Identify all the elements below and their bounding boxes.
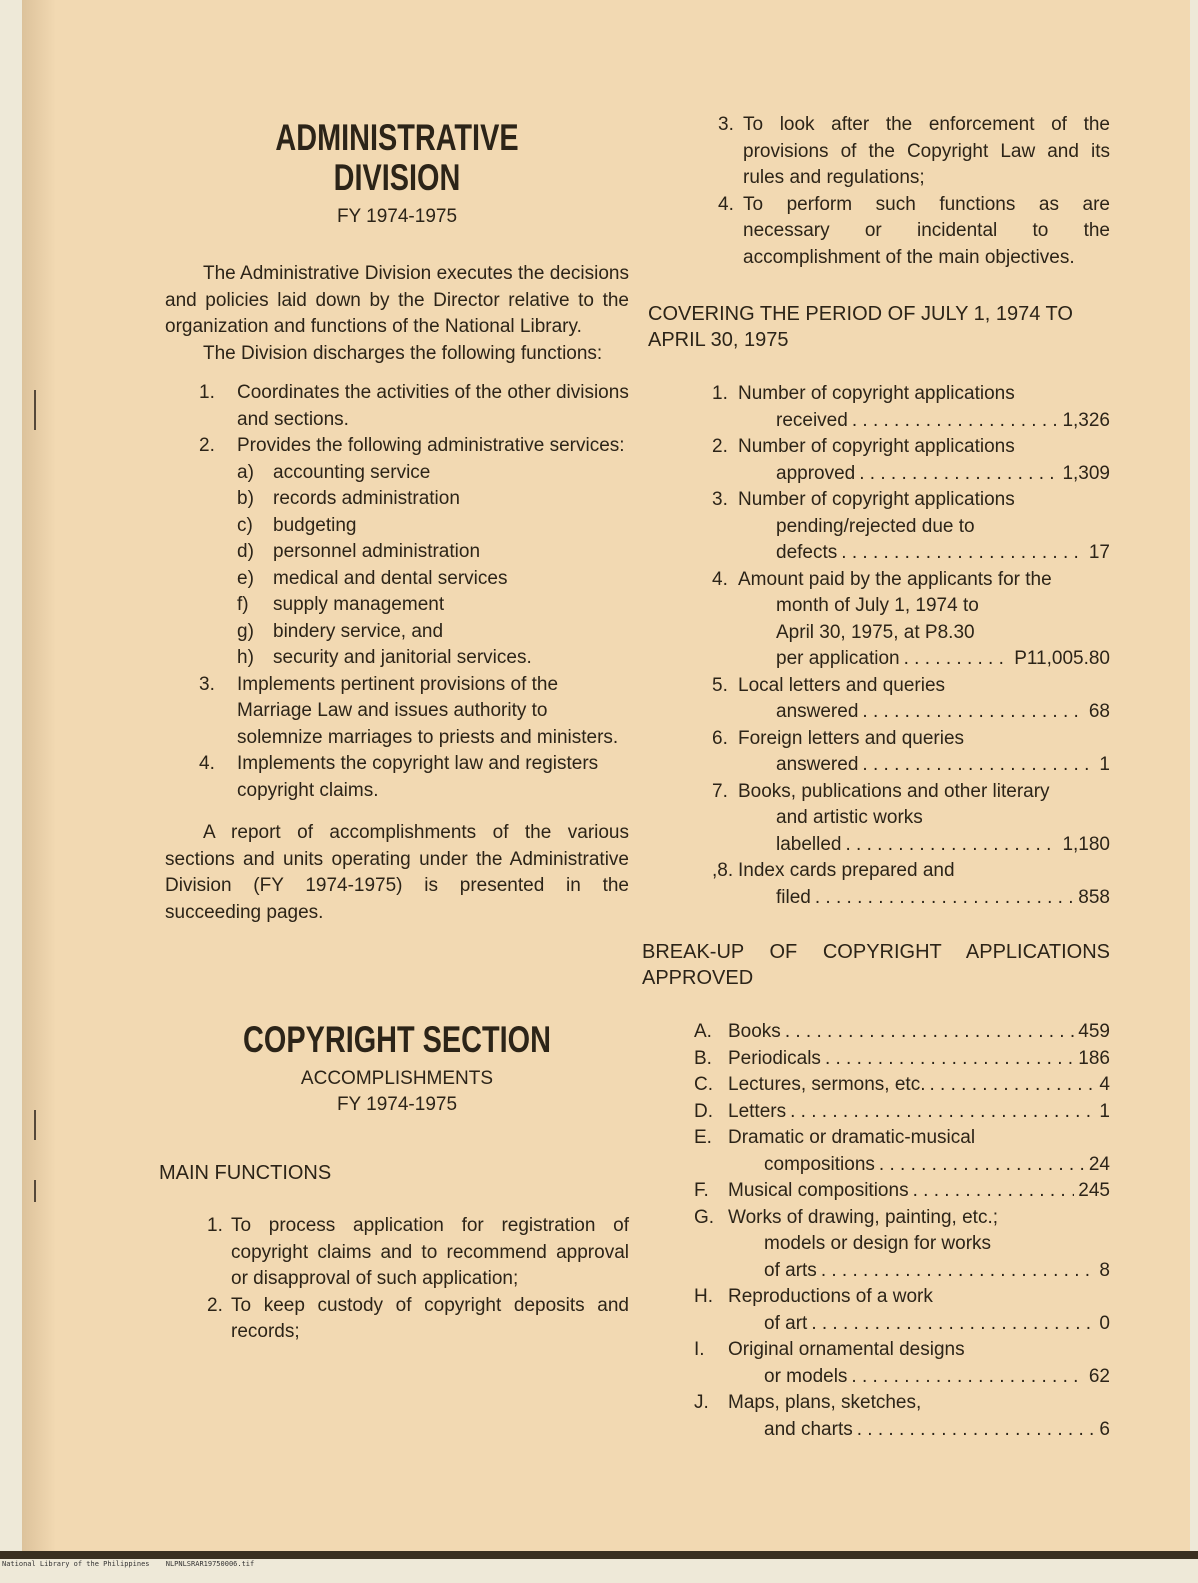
leader-dots	[841, 540, 1085, 567]
service-item	[165, 566, 629, 593]
item-letter: f)	[237, 594, 249, 615]
item-leader-line	[738, 885, 1110, 912]
copyright-section-title: COPYRIGHT SECTION	[243, 1019, 551, 1060]
breakup-item	[640, 1046, 1110, 1073]
copyright-fy: FY 1974-1975	[336, 1094, 458, 1115]
item-first-line: Number of copyright applications	[738, 489, 1015, 510]
item-value: 858	[1078, 886, 1110, 908]
item-leader-line	[738, 699, 1110, 726]
item-number: 3.	[718, 114, 734, 135]
item-number: 3.	[199, 673, 215, 695]
item-number: 2.	[199, 435, 215, 456]
leader-dots	[846, 832, 1059, 859]
breakup-item	[640, 1390, 1110, 1443]
service-item	[165, 460, 629, 487]
item-label: approved	[776, 462, 856, 484]
item-first-line: Number of copyright applications	[738, 383, 1015, 404]
admin-function-item	[165, 751, 629, 804]
item-value: 1,326	[1062, 409, 1110, 431]
item-leader-line	[728, 1364, 1110, 1391]
item-label: Books	[728, 1021, 781, 1042]
item-value: 1	[1099, 754, 1110, 775]
breakup-item	[640, 1205, 1110, 1285]
copyright-subtitle: ACCOMPLISHMENTS	[300, 1068, 494, 1089]
item-text: Implements the copyright law and registers copyright claims.	[237, 753, 599, 801]
right-column	[640, 112, 1110, 1443]
main-function-item	[165, 1293, 629, 1346]
item-value: 4	[1099, 1074, 1110, 1095]
item-label: compositions	[764, 1153, 875, 1175]
item-value: 459	[1078, 1021, 1110, 1042]
item-number: 3.	[712, 489, 728, 510]
covering-period-heading: COVERING THE PERIOD OF JULY 1, 1974 TO APRIL 30, 1975	[648, 303, 1073, 351]
item-continuation: April 30, 1975, at P8.30	[776, 621, 975, 643]
item-first-line: Dramatic or dramatic-musical	[728, 1127, 976, 1148]
item-leader-line	[738, 646, 1110, 673]
leader-dots	[904, 646, 1011, 673]
leader-dots	[851, 1364, 1084, 1391]
leader-dots	[859, 461, 1058, 488]
item-value: 24	[1088, 1153, 1110, 1175]
breakup-list	[640, 1019, 1110, 1443]
item-text: Coordinates the activities of the other divisions and sections.	[237, 382, 629, 430]
item-number: 1.	[207, 1215, 223, 1236]
item-leader-line	[738, 752, 1110, 779]
item-value: 186	[1078, 1047, 1110, 1069]
item-value: 68	[1088, 701, 1110, 722]
admin-function-item	[165, 433, 629, 460]
item-number: 1.	[199, 382, 215, 403]
item-letter: h)	[237, 647, 254, 668]
covering-item	[640, 434, 1110, 487]
leader-dots	[862, 752, 1095, 779]
binding-mark	[34, 1180, 36, 1202]
item-number: 6.	[712, 727, 728, 749]
item-text: medical and dental services	[273, 567, 508, 589]
item-first-line: Reproductions of a work	[728, 1286, 933, 1307]
admin-division-title: ADMINISTRATIVE DIVISION	[275, 117, 519, 198]
leader-dots	[862, 699, 1084, 726]
admin-fy: FY 1974-1975	[336, 206, 458, 227]
item-number: 5.	[712, 674, 728, 696]
document-page	[22, 0, 1190, 1551]
breakup-item	[640, 1099, 1110, 1126]
item-first-line: Books, publications and other literary	[738, 780, 1050, 802]
item-continuation: and artistic works	[776, 807, 923, 828]
item-text: Provides the following administrative services:	[237, 435, 625, 456]
main-functions-list-continued	[640, 112, 1110, 271]
admin-intro-paragraph: The Administrative Division executes the decisions and policies laid down by the Director relative to the organization and functions of the National Library.	[165, 263, 629, 337]
item-leader-line	[728, 1072, 1110, 1099]
leader-dots	[879, 1152, 1085, 1179]
item-letter: I.	[694, 1339, 705, 1360]
item-number: 7.	[712, 780, 728, 802]
item-number: 4.	[712, 568, 728, 590]
covering-item	[640, 858, 1110, 911]
leader-dots	[785, 1019, 1074, 1046]
item-leader-line	[728, 1417, 1110, 1444]
covering-period-list	[640, 381, 1110, 911]
item-value: 62	[1088, 1365, 1110, 1387]
admin-function-item	[165, 380, 629, 433]
admin-functions-lead: The Division discharges the following functions:	[203, 342, 603, 364]
item-text: To keep custody of copyright deposits and records;	[231, 1294, 629, 1342]
item-leader-line	[738, 461, 1110, 488]
breakup-item	[640, 1019, 1110, 1046]
item-label: per application	[776, 648, 900, 669]
covering-item	[640, 673, 1110, 726]
covering-item	[640, 726, 1110, 779]
item-letter: J.	[694, 1392, 709, 1413]
item-label: of arts	[764, 1259, 817, 1281]
item-leader-line	[728, 1046, 1110, 1073]
item-value: 8	[1099, 1259, 1110, 1281]
main-function-item	[640, 192, 1110, 272]
item-number: 2.	[207, 1294, 223, 1316]
item-letter: B.	[694, 1047, 712, 1069]
item-first-line: Maps, plans, sketches,	[728, 1392, 922, 1413]
item-label: Musical compositions	[728, 1180, 909, 1201]
item-letter: E.	[694, 1127, 712, 1148]
breakup-item	[640, 1337, 1110, 1390]
item-letter: c)	[237, 514, 253, 536]
item-text: To look after the enforcement of the provisions of the Copyright Law and its rules and regulations;	[743, 114, 1110, 188]
item-value: 1,180	[1062, 833, 1110, 855]
leader-dots	[929, 1072, 1095, 1099]
item-text: To perform such functions as are necessary or incidental to the accomplishment of the main objectives.	[743, 193, 1110, 268]
item-value: 1	[1099, 1100, 1110, 1122]
covering-item	[640, 779, 1110, 859]
item-text: security and janitorial services.	[273, 647, 532, 668]
service-item	[165, 486, 629, 513]
item-label: of art	[764, 1312, 808, 1334]
page-gutter-shadow	[22, 0, 56, 1551]
item-leader-line	[738, 408, 1110, 435]
item-text: personnel administration	[273, 541, 481, 562]
item-leader-line	[728, 1258, 1110, 1285]
scan-bottom-edge	[0, 1551, 1198, 1559]
leader-dots	[913, 1178, 1075, 1205]
item-letter: D.	[694, 1100, 713, 1122]
admin-functions-list	[165, 380, 629, 804]
item-leader-line	[738, 832, 1110, 859]
item-text: budgeting	[273, 514, 357, 536]
item-leader-line	[728, 1099, 1110, 1126]
main-functions-list	[165, 1213, 629, 1346]
item-label: or models	[764, 1365, 848, 1387]
breakup-heading: BREAK-UP OF COPYRIGHT APPLICATIONS APPROVED	[642, 941, 1110, 989]
leader-dots	[790, 1099, 1095, 1126]
binding-mark	[34, 1110, 36, 1140]
item-leader-line	[738, 540, 1110, 567]
breakup-item	[640, 1284, 1110, 1337]
item-first-line: Amount paid by the applicants for the	[738, 568, 1052, 590]
breakup-item	[640, 1072, 1110, 1099]
item-number: 2.	[712, 436, 728, 457]
binding-mark	[34, 390, 36, 430]
item-text: Implements pertinent provisions of the Marriage Law and issues authority to solemnize marriages to priests and ministers.	[237, 673, 619, 748]
service-item	[165, 645, 629, 672]
admin-services-list	[165, 460, 629, 672]
item-first-line: Local letters and queries	[738, 674, 946, 696]
item-number: 4.	[199, 753, 215, 774]
item-label: and charts	[764, 1418, 853, 1440]
left-column	[159, 117, 629, 1346]
item-leader-line	[728, 1311, 1110, 1338]
leader-dots	[821, 1258, 1096, 1285]
item-first-line: Foreign letters and queries	[738, 727, 965, 749]
item-letter: C.	[694, 1074, 713, 1095]
leader-dots	[811, 1311, 1095, 1338]
admin-report-paragraph: A report of accomplishments of the various sections and units operating under the Administrative Division (FY 1974-1975) is presented in the succeeding pages.	[165, 822, 629, 923]
breakup-item	[640, 1178, 1110, 1205]
item-value: 0	[1099, 1312, 1110, 1334]
item-number: 1.	[712, 383, 728, 404]
item-label: Lectures, sermons, etc.	[728, 1074, 926, 1095]
item-letter: A.	[694, 1021, 712, 1042]
covering-item	[640, 381, 1110, 434]
item-number: 4.	[718, 193, 734, 215]
item-value: 6	[1099, 1418, 1110, 1440]
leader-dots	[852, 408, 1059, 435]
leader-dots	[825, 1046, 1074, 1073]
item-letter: G.	[694, 1206, 715, 1228]
breakup-item	[640, 1125, 1110, 1178]
item-leader-line	[728, 1178, 1110, 1205]
main-function-item	[640, 112, 1110, 192]
item-text: To process application for registration of copyright claims and to recommend approval or disapproval of such application;	[231, 1215, 629, 1289]
covering-item	[640, 567, 1110, 673]
item-continuation: month of July 1, 1974 to	[776, 595, 979, 616]
item-first-line: Number of copyright applications	[738, 436, 1015, 457]
item-first-line: Index cards prepared and	[738, 860, 955, 881]
item-label: answered	[776, 701, 859, 722]
item-label: Letters	[728, 1100, 787, 1122]
main-functions-heading: MAIN FUNCTIONS	[159, 1162, 332, 1184]
item-label: labelled	[776, 833, 842, 855]
item-label: received	[776, 409, 848, 431]
admin-function-item	[165, 672, 629, 752]
item-continuation: pending/rejected due to	[776, 515, 975, 537]
service-item	[165, 539, 629, 566]
service-item	[165, 619, 629, 646]
item-leader-line	[728, 1019, 1110, 1046]
scan-footer	[2, 1560, 266, 1568]
item-first-line: Original ornamental designs	[728, 1339, 965, 1360]
item-letter: e)	[237, 567, 254, 589]
item-label: Periodicals	[728, 1047, 821, 1069]
leader-dots	[857, 1417, 1096, 1444]
item-letter: d)	[237, 541, 254, 562]
item-letter: H.	[694, 1286, 713, 1307]
footer-file: NLPNLSRAR19750006.tif	[165, 1560, 255, 1568]
item-continuation: models or design for works	[764, 1233, 992, 1254]
item-label: defects	[776, 542, 838, 563]
item-text: records administration	[273, 488, 460, 509]
item-letter: a)	[237, 461, 254, 483]
service-item	[165, 592, 629, 619]
main-function-item	[165, 1213, 629, 1293]
item-letter: F.	[694, 1180, 709, 1201]
item-label: answered	[776, 754, 859, 775]
item-leader-line	[728, 1152, 1110, 1179]
service-item	[165, 513, 629, 540]
item-value: P11,005.80	[1014, 648, 1110, 669]
leader-dots	[815, 885, 1074, 912]
item-value: 17	[1088, 542, 1110, 563]
item-letter: b)	[237, 488, 254, 509]
footer-library: National Library of the Philippines	[2, 1560, 150, 1568]
item-text: accounting service	[273, 461, 431, 483]
item-number: ,8.	[712, 860, 734, 881]
item-text: supply management	[273, 594, 445, 615]
item-first-line: Works of drawing, painting, etc.;	[728, 1206, 998, 1228]
item-text: bindery service, and	[273, 620, 444, 642]
item-value: 1,309	[1062, 462, 1110, 484]
covering-item	[640, 487, 1110, 567]
item-letter: g)	[237, 620, 254, 642]
item-label: filed	[776, 886, 811, 908]
item-value: 245	[1078, 1180, 1110, 1201]
